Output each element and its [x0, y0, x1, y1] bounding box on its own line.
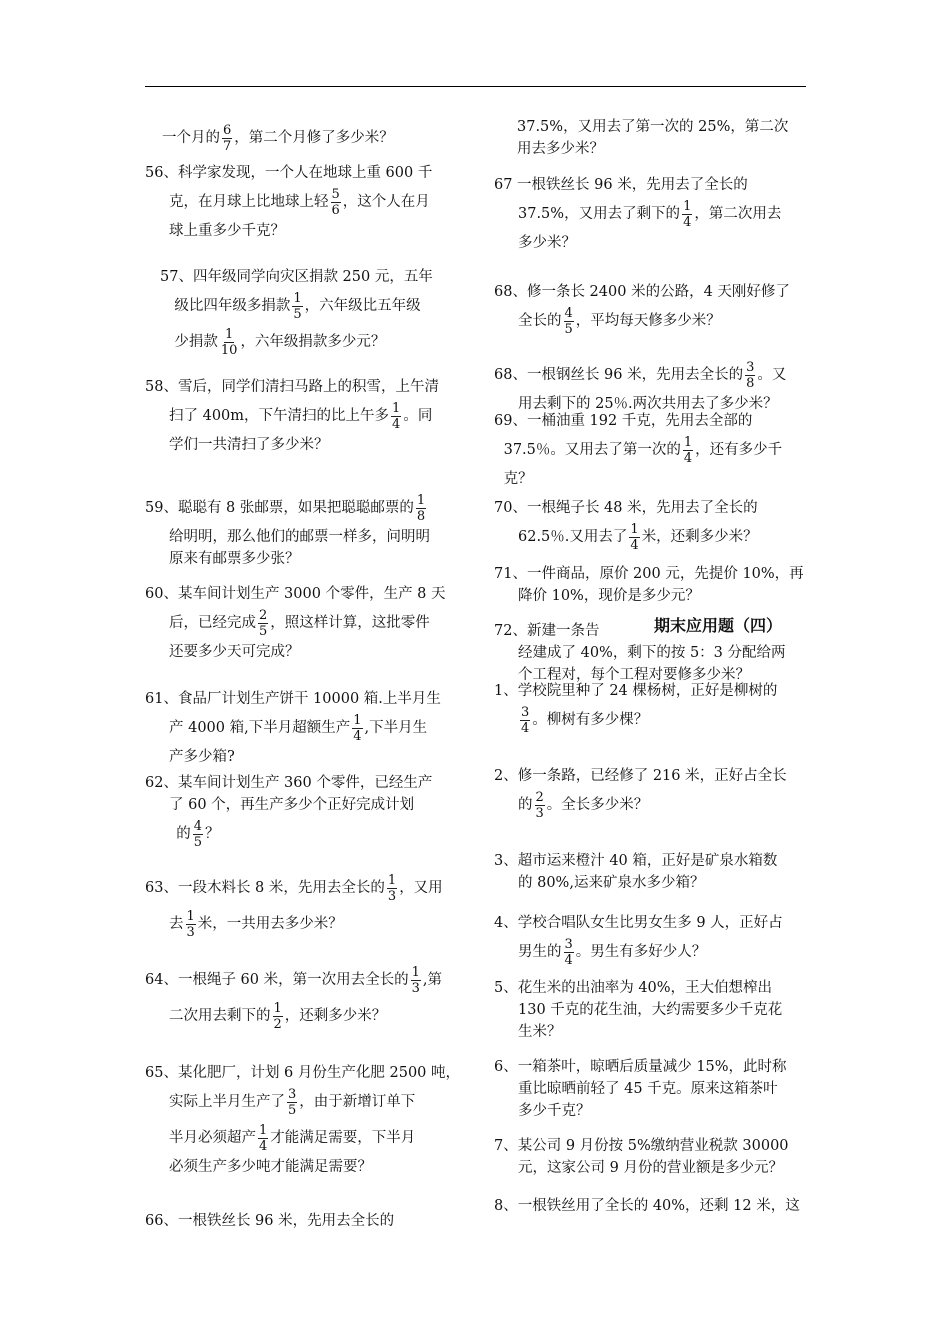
problem-text: 用去多少米？: [517, 141, 604, 157]
fraction-denominator: 5: [564, 321, 573, 337]
problem-text: 降价 10%，现价是多少元？: [518, 588, 700, 604]
problem-line: [145, 772, 432, 794]
problem-line: [145, 434, 439, 456]
problem-line: [494, 1021, 782, 1043]
problem-text: ，这个人在月: [342, 194, 430, 210]
problem-text: 65、某化肥厂，计划 6 月份生产化肥 2500 吨，: [145, 1065, 461, 1081]
problem-text: 68、修一条长 2400 米的公路，4 天刚好修了: [494, 284, 790, 300]
fraction: [222, 123, 232, 154]
problem-line: [145, 184, 432, 220]
problem-text: 多少米？: [518, 235, 576, 251]
fraction: [416, 493, 426, 524]
problem-text: 实际上半月生产了: [169, 1094, 285, 1110]
problem-line: [494, 468, 782, 490]
problem-line: [145, 688, 441, 710]
fraction: [535, 790, 545, 821]
fraction-denominator: 3: [535, 805, 544, 821]
fraction-denominator: 3: [387, 888, 397, 904]
problem-text: ，六年级比五年级: [304, 298, 421, 314]
problem-line: [145, 1084, 460, 1120]
fraction-denominator: 8: [746, 375, 755, 391]
problem-q68b: [494, 357, 786, 415]
problem-q55c: [162, 120, 394, 156]
fraction: [292, 291, 302, 322]
problem-text: 8、一根铁丝用了全长的 40%，还剩 12 米，这: [494, 1198, 800, 1214]
problem-q72: [494, 620, 786, 686]
problem-text: 61、食品厂计划生产饼干 10000 箱.上半月生: [145, 691, 441, 707]
fraction-numerator: 1: [411, 964, 420, 980]
fraction-denominator: 5: [193, 834, 202, 850]
problem-text: 67 一根铁丝长 96 米，先用去了全长的: [494, 177, 748, 193]
problem-text: 了 60 个，再生产多少个正好完成计划: [169, 797, 415, 813]
problem-line: [494, 410, 782, 432]
problem-text: ,下半月生: [364, 720, 428, 736]
problem-text: ，第二次用去: [694, 206, 782, 222]
fraction: [258, 1123, 268, 1154]
problem-text: 级比四年级多捐款: [174, 298, 291, 314]
problem-text: 2、修一条路，已经修了 216 米，正好占全长: [494, 768, 787, 784]
problem-line: [494, 357, 786, 393]
problem-text: 62、某车间计划生产 360 个零件，已经生产: [145, 775, 433, 791]
problem-text: 59、聪聪有 8 张邮票，如果把聪聪邮票的: [145, 500, 414, 516]
problem-line: [494, 519, 758, 555]
problem-text: 68、一根钢丝长 96 米，先用去全长的: [494, 367, 744, 383]
problem-text: 72、新建一条告: [494, 623, 600, 639]
problem-line: [494, 432, 782, 468]
problem-text: 产 4000 箱,下半月超额生产: [169, 720, 351, 736]
problem-text: 4、学校合唱队女生比男女生多 9 人，正好占: [494, 915, 783, 931]
fraction-numerator: 1: [683, 198, 692, 214]
fraction-denominator: 3: [186, 924, 195, 940]
fraction-numerator: 1: [186, 908, 195, 924]
fraction-denominator: 4: [564, 952, 573, 968]
problem-text: 66、一根铁丝长 96 米，先用去全长的: [145, 1213, 395, 1229]
problem-text: 生米？: [518, 1024, 562, 1040]
problem-text: ，还有多少千: [695, 442, 783, 458]
problem-q58: [145, 376, 439, 456]
problem-line: [494, 563, 804, 585]
fraction-numerator: 5: [331, 186, 340, 202]
problem-text: ，第二个月修了多少米？: [234, 130, 394, 146]
fraction-denominator: 8: [416, 508, 426, 524]
problem-text: 扫了 400m，下午清扫的比上午多: [169, 408, 390, 424]
problem-line: [145, 605, 446, 641]
problem-line: [160, 266, 433, 288]
problem-text: ，照这样计算，这批零件: [270, 615, 430, 631]
problem-text: ，还剩多少米？: [284, 1008, 387, 1024]
problem-line: [494, 1078, 787, 1100]
problem-text: 还要多少天可完成？: [169, 644, 300, 660]
fraction: [564, 306, 574, 337]
problem-text: 6、一箱茶叶，晾晒后质量减少 15%，此时称: [494, 1059, 787, 1075]
problem-line: [162, 120, 394, 156]
problem-q66c: [517, 116, 788, 160]
problem-text: ,第: [422, 972, 443, 988]
problem-line: [145, 1120, 460, 1156]
problem-line: [494, 702, 777, 738]
problem-line: [145, 583, 446, 605]
problem-text: 重比晾晒前轻了 45 千克。原来这箱茶叶: [518, 1081, 778, 1097]
problem-line: [494, 872, 777, 894]
problem-line: [145, 870, 443, 906]
problem-text: 71、一件商品，原价 200 元，先提价 10%，再: [494, 566, 804, 582]
fraction-denominator: 5: [288, 1102, 297, 1118]
problem-q56: [145, 162, 432, 242]
problem-q65: [145, 1062, 460, 1178]
fraction-numerator: 3: [288, 1086, 297, 1102]
fraction: [683, 435, 693, 466]
problem-text: 。又: [757, 367, 787, 383]
fraction-numerator: 2: [259, 607, 268, 623]
fraction-numerator: 1: [273, 1000, 282, 1016]
problem-text: 多少千克？: [518, 1103, 591, 1119]
problem-text: 1、学校院里种了 24 棵杨树，正好是柳树的: [494, 683, 778, 699]
problem-line: [145, 1062, 460, 1084]
problem-line: [145, 746, 441, 768]
problem-text: 7、某公司 9 月份按 5%缴纳营业税款 30000: [494, 1138, 789, 1154]
problem-p8: [494, 1195, 800, 1217]
problem-line: [145, 162, 432, 184]
fraction-numerator: 1: [387, 872, 397, 888]
problem-text: 经建成了 40%，剩下的按 5：3 分配给两: [518, 645, 786, 661]
fraction-denominator: 5: [293, 306, 302, 322]
problem-text: 57、四年级同学向灾区捐款 250 元，五年: [160, 269, 433, 285]
problem-p1: [494, 680, 777, 738]
problem-text: 37.5%，又用去了第一次的 25%，第二次: [517, 119, 789, 135]
problem-q62: [145, 772, 432, 852]
problem-line: [494, 765, 787, 787]
problem-text: 米，还剩多少米？: [641, 529, 758, 545]
fraction: [220, 327, 239, 358]
problem-line: [494, 642, 786, 664]
problem-line: [145, 548, 430, 570]
fraction-denominator: 4: [630, 537, 639, 553]
problem-line: [145, 794, 432, 816]
fraction-denominator: 6: [331, 202, 340, 218]
problem-text: 克，在月球上比地球上轻: [169, 194, 329, 210]
fraction: [287, 1087, 297, 1118]
problem-text: 62.5％.又用去了: [518, 529, 628, 545]
problem-line: [145, 641, 446, 663]
problem-line: [145, 1210, 394, 1232]
fraction-numerator: 3: [521, 704, 530, 720]
problem-text: 一个月的: [162, 130, 220, 146]
problem-text: 元，这家公司 9 月份的营业额是多少元？: [518, 1160, 783, 1176]
problem-q68a: [494, 281, 790, 339]
problem-line: [145, 1156, 460, 1178]
problem-q57: [160, 266, 433, 360]
problem-text: 的: [518, 797, 533, 813]
fraction-denominator: 4: [259, 1138, 268, 1154]
problem-line: [145, 998, 442, 1034]
problem-text: 球上重多少千克？: [169, 223, 285, 239]
fraction-denominator: 7: [223, 138, 232, 154]
problem-text: 必须生产多少吨才能满足需要？: [169, 1159, 372, 1175]
fraction-denominator: 4: [683, 450, 693, 466]
problem-q60: [145, 583, 446, 663]
problem-text: 克？: [503, 471, 533, 487]
fraction-numerator: 4: [564, 305, 573, 321]
problem-text: 69、一桶油重 192 千克，先用去全部的: [494, 413, 753, 429]
problem-text: 37.5％。又用去了第一次的: [503, 442, 681, 458]
problem-q69: [494, 410, 782, 490]
problem-line: [494, 174, 781, 196]
fraction-denominator: 2: [273, 1016, 282, 1032]
problem-text: 130 千克的花生油，大约需要多少千克花: [518, 1002, 783, 1018]
problem-line: [494, 977, 782, 999]
problem-text: 63、一段木料长 8 米，先用去全长的: [145, 880, 385, 896]
problem-q67: [494, 174, 781, 254]
fraction: [745, 360, 755, 391]
problem-line: [494, 912, 783, 934]
problem-p3: [494, 850, 777, 894]
problem-line: [494, 281, 790, 303]
problem-line: [517, 138, 788, 160]
problem-line: [494, 196, 781, 232]
problem-line: [494, 1100, 787, 1122]
fraction: [682, 199, 692, 230]
problem-q64: [145, 962, 442, 1034]
fraction: [331, 187, 341, 218]
problem-line: [145, 220, 432, 242]
fraction-numerator: 3: [746, 359, 755, 375]
fraction-numerator: 1: [630, 521, 639, 537]
problem-q70: [494, 497, 758, 555]
problem-text: 产多少箱?: [169, 749, 235, 765]
fraction: [352, 713, 362, 744]
problem-text: 的: [176, 826, 191, 842]
fraction: [387, 873, 397, 904]
problem-line: [145, 526, 430, 548]
problem-line: [494, 680, 777, 702]
problem-text: 3、超市运来橙汁 40 箱，正好是矿泉水箱数: [494, 853, 778, 869]
problem-p4: [494, 912, 783, 970]
problem-text: 。全长多少米？: [546, 797, 649, 813]
problem-q61: [145, 688, 441, 768]
problem-line: [145, 376, 439, 398]
problem-p7: [494, 1135, 789, 1179]
problem-text: ，六年级捐款多少元？: [240, 334, 386, 350]
fraction-denominator: 4: [392, 416, 401, 432]
problem-text: 二次用去剩下的: [169, 1008, 271, 1024]
problem-text: 后，已经完成: [169, 615, 256, 631]
problem-line: [145, 490, 430, 526]
problem-q63: [145, 870, 443, 942]
fraction-numerator: 3: [564, 936, 573, 952]
problem-text: 少捐款: [174, 334, 218, 350]
problem-text: ，由于新增订单下: [299, 1094, 416, 1110]
problem-line: [494, 585, 804, 607]
fraction-numerator: 4: [193, 818, 202, 834]
problem-text: 半月必须超产: [169, 1130, 256, 1146]
problem-text: 。男生有多好少人？: [575, 944, 707, 960]
problem-p2: [494, 765, 787, 823]
fraction-denominator: 4: [683, 214, 692, 230]
problem-text: 全长的: [518, 313, 562, 329]
problem-p6: [494, 1056, 787, 1122]
problem-line: [494, 1157, 789, 1179]
fraction: [258, 608, 268, 639]
problem-text: 用去剩下的 25％.两次共用去了多少米？: [518, 396, 778, 412]
fraction: [186, 909, 196, 940]
problem-text: 60、某车间计划生产 3000 个零件，生产 8 天: [145, 586, 446, 602]
problem-q66: [145, 1210, 394, 1232]
problem-line: [494, 1135, 789, 1157]
problem-text: 的 80%,运来矿泉水多少箱？: [518, 875, 705, 891]
problem-text: 才能满足需要，下半月: [270, 1130, 416, 1146]
problem-line: [494, 1056, 787, 1078]
problem-line: [160, 324, 433, 360]
problem-text: 。同: [403, 408, 433, 424]
fraction-numerator: 1: [225, 326, 234, 342]
problem-text: 男生的: [518, 944, 562, 960]
fraction: [629, 522, 639, 553]
problem-text: 学们一共清扫了多少米？: [169, 437, 329, 453]
fraction: [520, 705, 530, 736]
problem-p5: [494, 977, 782, 1043]
problem-line: [494, 1195, 800, 1217]
problem-text: ？: [204, 826, 220, 842]
problem-text: 5、花生米的出油率为 40%，王大伯想榨出: [494, 980, 773, 996]
problem-text: 58、雪后，同学们清扫马路上的积雪，上午清: [145, 379, 439, 395]
problem-text: 原来有邮票多少张？: [169, 551, 300, 567]
problem-line: [494, 497, 758, 519]
problem-text: ，又用: [399, 880, 443, 896]
problem-line: [145, 962, 442, 998]
fraction: [273, 1001, 283, 1032]
fraction-numerator: 1: [259, 1122, 268, 1138]
problem-line: [494, 934, 783, 970]
problem-line: [494, 999, 782, 1021]
header-rule: [145, 86, 806, 87]
problem-text: ，平均每天修多少米？: [575, 313, 721, 329]
problem-line: [145, 816, 432, 852]
problem-text: 70、一根绳子长 48 米，先用去了全长的: [494, 500, 758, 516]
problem-line: [160, 288, 433, 324]
fraction-numerator: 1: [416, 492, 426, 508]
problem-q71: [494, 563, 804, 607]
problem-line: [494, 787, 787, 823]
fraction-numerator: 1: [683, 434, 693, 450]
problem-line: [517, 116, 788, 138]
problem-line: [145, 710, 441, 746]
problem-text: 给明明，那么他们的邮票一样多，问明明: [169, 529, 430, 545]
problem-text: 米，一共用去多少米？: [197, 916, 343, 932]
section-title: 期末应用题（四）: [654, 616, 783, 635]
problem-line: [494, 232, 781, 254]
fraction-numerator: 6: [223, 122, 232, 138]
problem-line: [494, 303, 790, 339]
problem-text: 。柳树有多少棵？: [532, 712, 649, 728]
fraction: [564, 937, 574, 968]
fraction-denominator: 10: [220, 342, 238, 358]
problem-line: [145, 398, 439, 434]
problem-q59: [145, 490, 430, 570]
problem-text: 64、一根绳子 60 米，第一次用去全长的: [145, 972, 409, 988]
problem-text: 个工程对，每个工程对要修多少米？: [518, 667, 750, 683]
fraction-numerator: 1: [392, 400, 401, 416]
problem-line: [145, 906, 443, 942]
fraction: [391, 401, 401, 432]
problem-text: 去: [169, 916, 184, 932]
problem-line: [494, 850, 777, 872]
fraction-denominator: 4: [353, 728, 362, 744]
fraction-denominator: 3: [411, 980, 420, 996]
fraction-numerator: 1: [353, 712, 362, 728]
problem-text: 56、科学家发现，一个人在地球上重 600 千: [145, 165, 433, 181]
fraction: [193, 819, 203, 850]
fraction-denominator: 4: [521, 720, 530, 736]
fraction-numerator: 2: [535, 789, 544, 805]
fraction: [411, 965, 421, 996]
problem-line: [494, 620, 786, 642]
problem-text: 37.5%，又用去了剩下的: [518, 206, 681, 222]
fraction-denominator: 5: [259, 623, 268, 639]
fraction-numerator: 1: [293, 290, 302, 306]
